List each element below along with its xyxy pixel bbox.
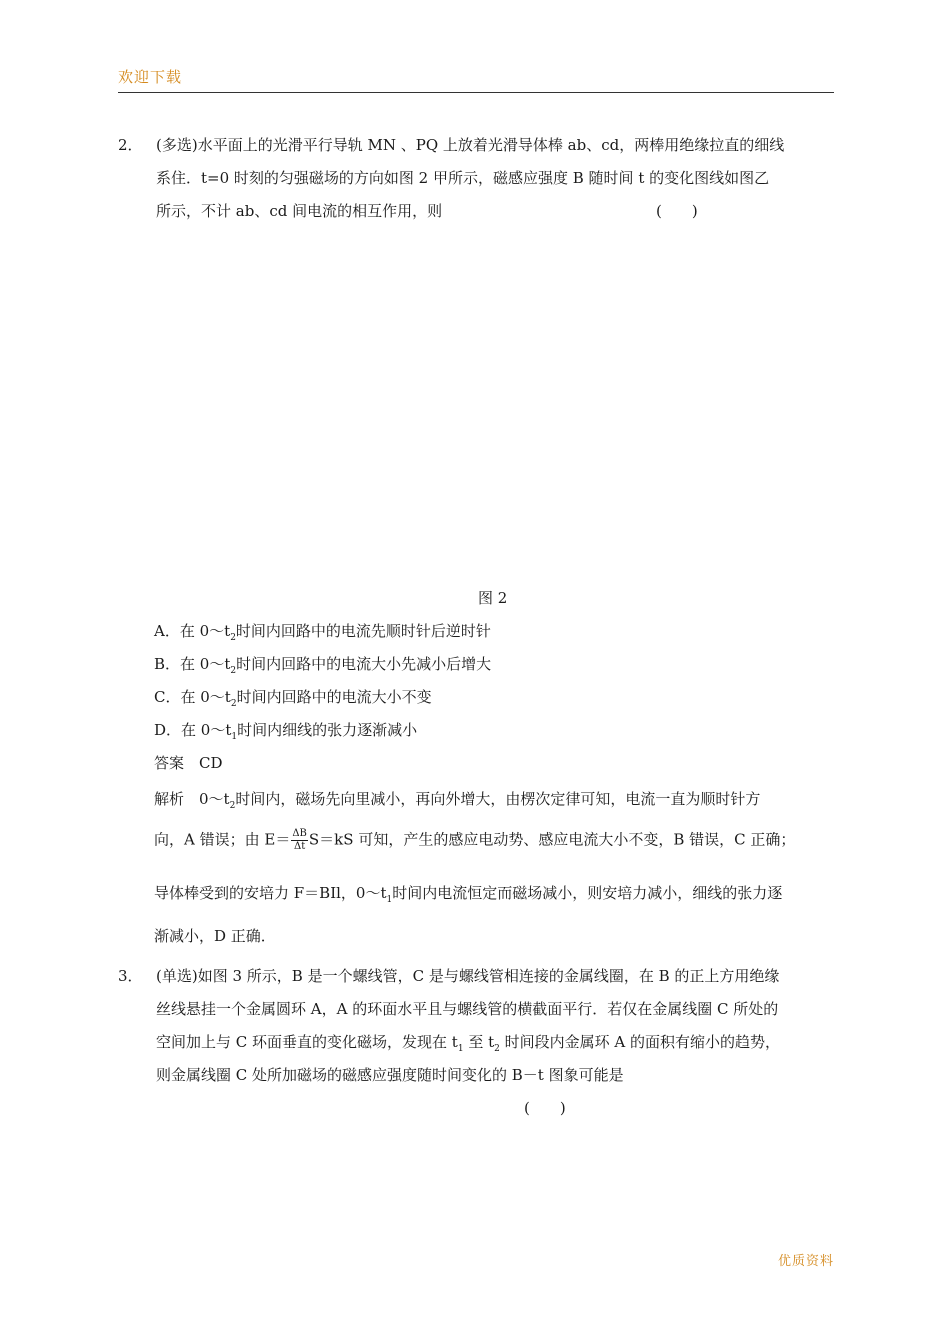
delta-b-over-delta-t: $\frac{\Delta B}{\Delta t}$ xyxy=(292,828,307,852)
q3-line-2: 丝线悬挂一个金属圆环 A，A 的环面水平且与螺线管的横截面平行．若仅在金属线圈 C 所处的 xyxy=(156,1000,779,1018)
header-title: 欢迎下载 xyxy=(118,68,183,86)
q2-analysis-line-2: 向，A 错误；由 E＝ $\frac{\Delta B}{\Delta t}$ S＝kS 可知，产生的感应电动势、感应电流大小不变，B 错误，C 正确； xyxy=(154,828,796,852)
q2-line-2: 系住．t=0 时刻的匀强磁场的方向如图 2 甲所示，磁感应强度 B 随时间 t 的变化图线如图乙 xyxy=(156,169,770,187)
q3-line-4: 则金属线圈 C 处所加磁场的磁感应强度随时间变化的 B－t 图象可能是 xyxy=(156,1066,624,1084)
q2-line-3: 所示，不计 ab、cd 间电流的相互作用，则 xyxy=(156,202,443,220)
q2-analysis-line-1: 解析 $0\sim t_2$时间内，磁场先向里减小，再向外增大，由楞次定律可知，电流一直为顺时针方 xyxy=(154,790,761,811)
q2-answer-bracket: ( ) xyxy=(656,202,698,220)
q2-answer: 答案 CD xyxy=(154,754,223,772)
q2-line-1: (多选)水平面上的光滑平行导轨 MN 、PQ 上放着光滑导体棒 ab、cd，两棒用绝缘拉直的细线 xyxy=(156,136,785,154)
q2-option-c: C．在 $0\sim t_2$时间内回路中的电流大小不变 xyxy=(154,688,432,709)
page-header xyxy=(118,66,834,93)
q2-analysis-line-3: 导体棒受到的安培力 F＝BIl，$0\sim t_1$时间内电流恒定而磁场减小，则安培力减小，细线的张力逐 xyxy=(154,884,783,905)
q2-analysis-line-4: 渐减小，D 正确． xyxy=(154,927,276,945)
q2-number: 2． xyxy=(118,136,143,154)
q3-line-3: 空间加上与 C 环面垂直的变化磁场，发现在 $t_1$ 至 $t_2$ 时间段内金属环 A 的面积有缩小的趋势， xyxy=(156,1033,780,1054)
q2-option-b: B．在 $0\sim t_2$时间内回路中的电流大小先减小后增大 xyxy=(154,655,492,676)
q3-answer-bracket: ( ) xyxy=(524,1099,566,1117)
page-footer: 优质资料 xyxy=(777,1254,834,1269)
q3-number: 3． xyxy=(118,967,143,985)
q2-option-a: A．在 $0\sim t_2$时间内回路中的电流先顺时针后逆时针 xyxy=(154,622,491,643)
q2-option-d: D．在 $0\sim t_1$时间内细线的张力逐渐减小 xyxy=(154,721,418,742)
q2-figure-placeholder xyxy=(150,240,830,570)
q3-line-1: (单选)如图 3 所示，B 是一个螺线管，C 是与螺线管相连接的金属线圈，在 B 的正上方用绝缘 xyxy=(156,967,780,985)
q2-figure-caption: 图 2 xyxy=(478,589,508,607)
